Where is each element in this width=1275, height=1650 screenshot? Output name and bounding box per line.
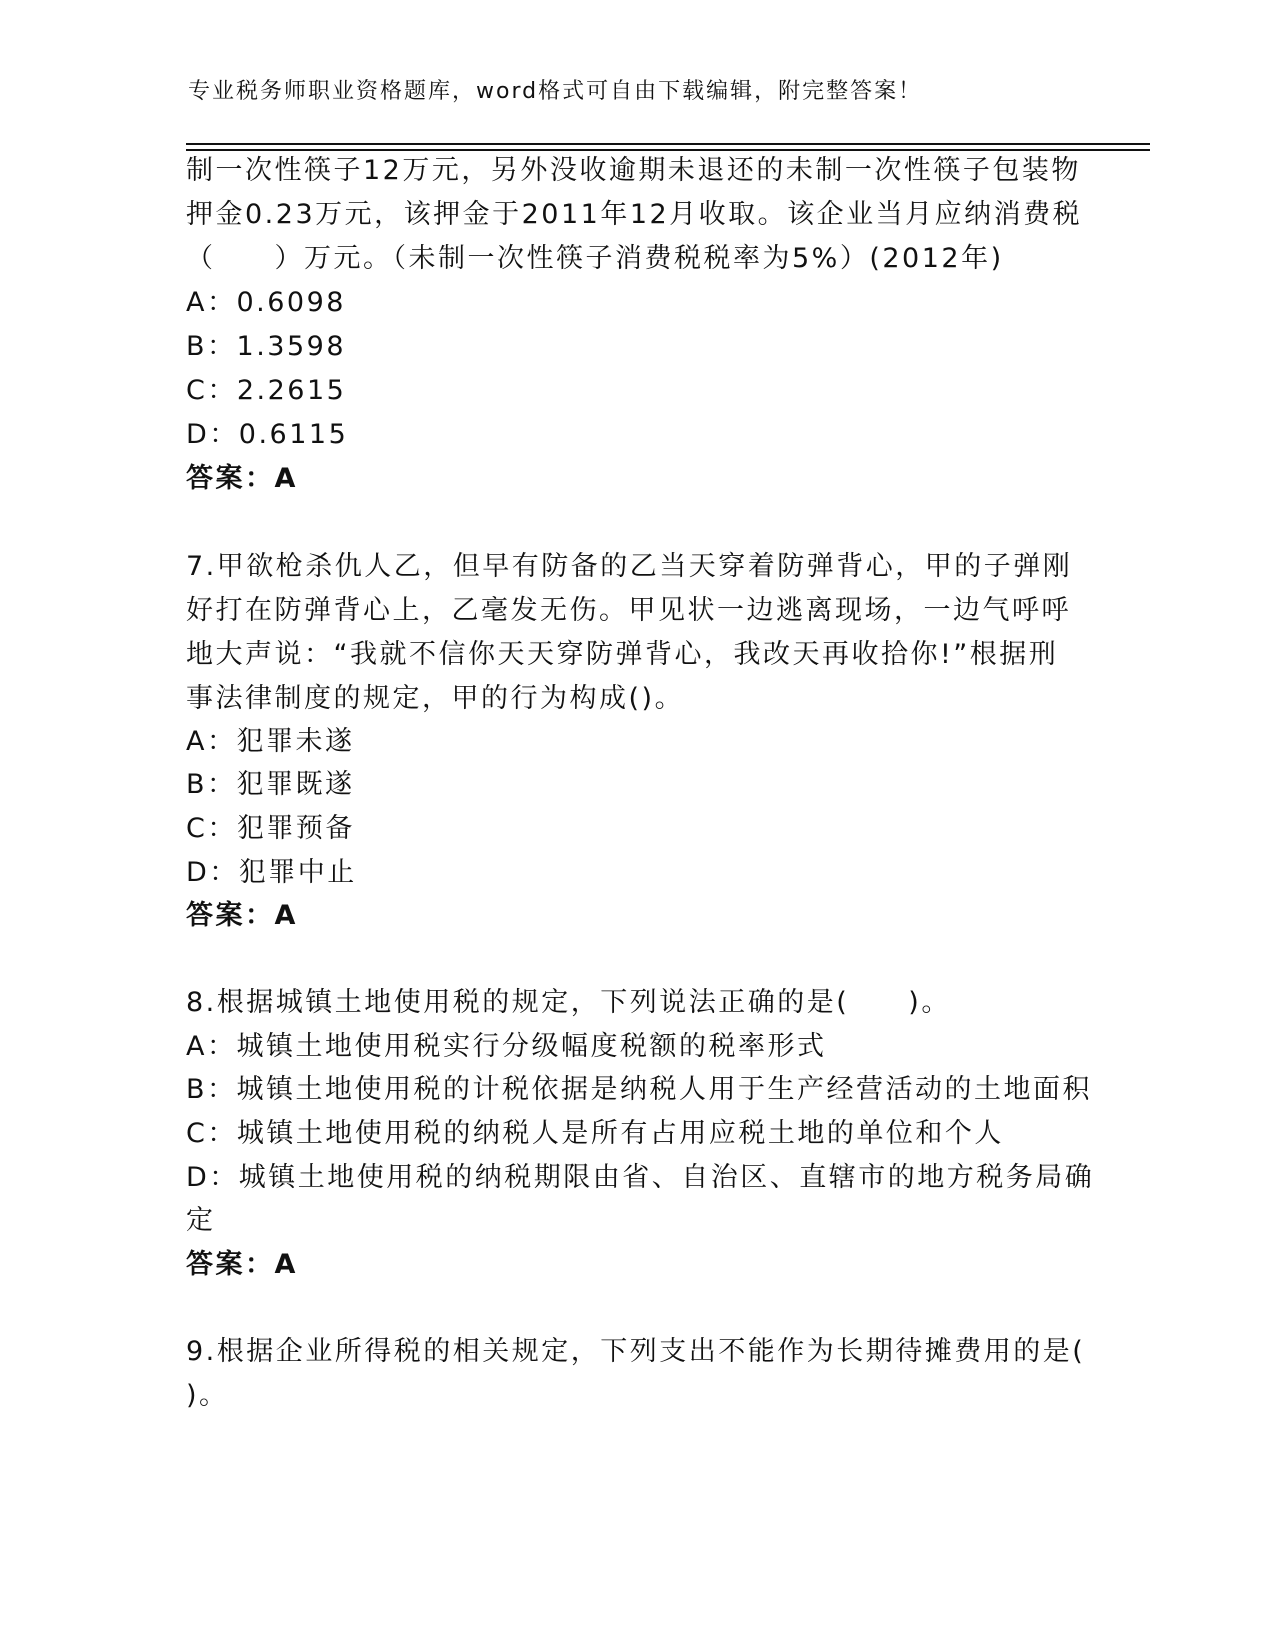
- q6-answer: 答案：A: [186, 463, 298, 494]
- q7-option-d: D：犯罪中止: [186, 857, 357, 888]
- q6-option-b: B：1.3598: [186, 331, 346, 362]
- page-header: 专业税务师职业资格题库，word格式可自由下载编辑，附完整答案！: [188, 79, 923, 104]
- q6-option-d: D：0.6115: [186, 419, 349, 450]
- q6-stem-line-3: （ ）万元。（未制一次性筷子消费税税率为5%）(2012年): [186, 243, 1004, 274]
- q8-stem-line-1: 8.根据城镇土地使用税的规定，下列说法正确的是( )。: [186, 987, 951, 1018]
- q6-option-c: C：2.2615: [186, 375, 347, 406]
- header-rule-bottom: [186, 149, 1150, 151]
- q7-stem-line-3: 地大声说：“我就不信你天天穿防弹背心，我改天再收拾你!”根据刑: [186, 639, 1059, 670]
- q6-stem-line-2: 押金0.23万元，该押金于2011年12月收取。该企业当月应纳消费税: [186, 199, 1083, 230]
- q9-stem-line-2: )。: [186, 1380, 229, 1411]
- q7-stem-line-4: 事法律制度的规定，甲的行为构成()。: [186, 683, 685, 714]
- q6-option-a: A：0.6098: [186, 287, 346, 318]
- q8-option-d: D：城镇土地使用税的纳税期限由省、自治区、直辖市的地方税务局确: [186, 1162, 1095, 1193]
- q6-stem-line-1: 制一次性筷子12万元，另外没收逾期未退还的未制一次性筷子包装物: [186, 155, 1081, 186]
- q8-option-d-continued: 定: [186, 1205, 216, 1236]
- q7-option-b: B：犯罪既遂: [186, 769, 355, 800]
- q8-option-c: C：城镇土地使用税的纳税人是所有占用应税土地的单位和个人: [186, 1118, 1004, 1149]
- q7-stem-line-2: 好打在防弹背心上，乙毫发无伤。甲见状一边逃离现场，一边气呼呼: [186, 595, 1071, 626]
- q8-option-b: B：城镇土地使用税的计税依据是纳税人用于生产经营活动的土地面积: [186, 1074, 1093, 1105]
- q9-stem-line-1: 9.根据企业所得税的相关规定，下列支出不能作为长期待摊费用的是(: [186, 1336, 1086, 1367]
- q7-stem-line-1: 7.甲欲枪杀仇人乙，但早有防备的乙当天穿着防弹背心，甲的子弹刚: [186, 551, 1073, 582]
- q7-option-c: C：犯罪预备: [186, 813, 355, 844]
- q7-option-a: A：犯罪未遂: [186, 726, 355, 757]
- q7-answer: 答案：A: [186, 900, 298, 931]
- header-rule-top: [186, 143, 1150, 145]
- q8-answer: 答案：A: [186, 1249, 298, 1280]
- q8-option-a: A：城镇土地使用税实行分级幅度税额的税率形式: [186, 1031, 827, 1062]
